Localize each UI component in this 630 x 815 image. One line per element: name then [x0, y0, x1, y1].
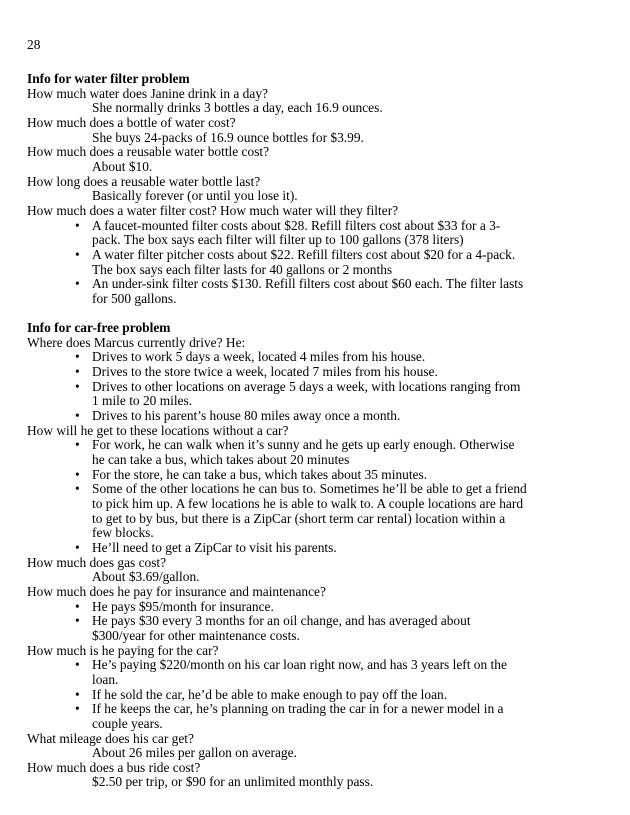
- list-item: • Drives to the store twice a week, located 7 miles from his house.: [27, 365, 527, 380]
- answer: Basically forever (or until you lose it).: [92, 188, 298, 204]
- page-number: 28: [27, 37, 41, 52]
- question: How much does a reusable water bottle cost?: [27, 144, 270, 160]
- answer: She normally drinks 3 bottles a day, each 16.9 ounces.: [92, 100, 383, 116]
- question: Where does Marcus currently drive? He:: [27, 334, 246, 350]
- question: How will he get to these locations without a car?: [27, 422, 289, 438]
- insurance-list: [27, 600, 527, 644]
- car-free-heading: Info for car-free problem: [27, 320, 171, 336]
- water-filter-heading: Info for water filter problem: [27, 71, 190, 86]
- list-item: • He pays $95/month for insurance.: [27, 600, 527, 615]
- answer: $2.50 per trip, or $90 for an unlimited monthly pass.: [92, 774, 374, 790]
- question: How much does a water filter cost? How much water will they filter?: [27, 202, 399, 218]
- document-body: [27, 72, 527, 790]
- section-spacer: [27, 307, 527, 322]
- drives-list: [27, 350, 527, 423]
- answer: She buys 24-packs of 16.9 ounce bottles for $3.99.: [92, 129, 364, 145]
- list-item: • He’s paying $220/month on his car loan right now, and has 3 years left on the loan.: [27, 658, 527, 687]
- question: How much does he pay for insurance and maintenance?: [27, 583, 326, 599]
- list-item: • Drives to other locations on average 5 days a week, with locations ranging from 1 mile to 20 miles.: [27, 380, 527, 409]
- payment-list: [27, 658, 527, 731]
- answer: About $3.69/gallon.: [92, 569, 200, 585]
- question: How long does a reusable water bottle last?: [27, 173, 261, 189]
- list-item: • He pays $30 every 3 months for an oil change, and has averaged about $300/year for other maintenance costs.: [27, 614, 527, 643]
- question: How much is he paying for the car?: [27, 642, 219, 658]
- list-item: • If he sold the car, he’d be able to make enough to pay off the loan.: [27, 688, 527, 703]
- list-item: • Some of the other locations he can bus to. Sometimes he’ll be able to get a friend to pick him up. A few locations he is able to walk to. A couple locations are hard to get to by bus, but there is a ZipCar (short term car rental) location within a few blocks.: [27, 482, 527, 541]
- answer: About $10.: [92, 158, 153, 174]
- question: How much does a bus ride cost?: [27, 759, 201, 775]
- filter-list: [27, 219, 527, 307]
- list-item: • An under-sink filter costs $130. Refill filters cost about $60 each. The filter lasts for 500 gallons.: [27, 277, 527, 306]
- list-item: • If he keeps the car, he’s planning on trading the car in for a newer model in a couple years.: [27, 702, 527, 731]
- question: How much does gas cost?: [27, 554, 167, 570]
- without-car-list: [27, 438, 527, 555]
- question: How much does a bottle of water cost?: [27, 114, 236, 130]
- question: How much water does Janine drink in a day?: [27, 85, 268, 101]
- list-item: • A water filter pitcher costs about $22. Refill filters cost about $20 for a 4-pack. The box says each filter lasts for 40 gallons or 2 months: [27, 248, 527, 277]
- list-item: • A faucet-mounted filter costs about $28. Refill filters cost about $33 for a 3-pack. The box says each filter will filter up to 100 gallons (378 liters): [27, 219, 527, 248]
- answer: About 26 miles per gallon on average.: [92, 745, 297, 761]
- list-item: • For the store, he can take a bus, which takes about 35 minutes.: [27, 468, 527, 483]
- list-item: • Drives to work 5 days a week, located 4 miles from his house.: [27, 350, 527, 365]
- list-item: • For work, he can walk when it’s sunny and he gets up early enough. Otherwise he can take a bus, which takes about 20 minutes: [27, 438, 527, 467]
- question: What mileage does his car get?: [27, 730, 194, 746]
- list-item: • He’ll need to get a ZipCar to visit his parents.: [27, 541, 527, 556]
- list-item: • Drives to his parent’s house 80 miles away once a month.: [27, 409, 527, 424]
